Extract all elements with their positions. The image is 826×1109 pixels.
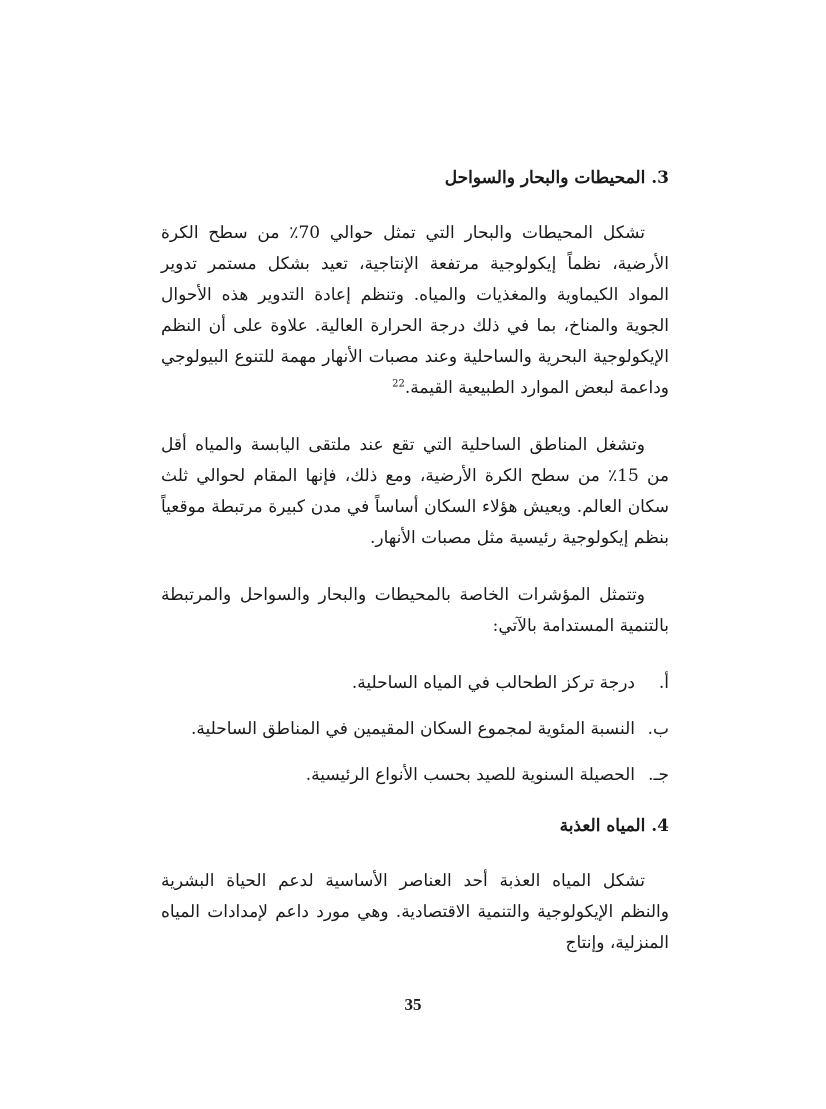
- indicator-marker: جـ.: [648, 765, 669, 785]
- indicator-list: [161, 668, 669, 791]
- indicator-item: [161, 668, 669, 699]
- indicator-marker: أ.: [658, 673, 669, 693]
- indicator-item: [161, 714, 669, 745]
- section-3-paragraph-3: وتتمثل المؤشرات الخاصة بالمحيطات والبحار والسواحل والمرتبطة بالتنمية المستدامة بالآتي:: [161, 585, 669, 636]
- indicator-text: درجة تركز الطحالب في المياه الساحلية.: [351, 673, 635, 693]
- section-4-paragraph-1: تشكل المياه العذبة أحد العناصر الأساسية لدعم الحياة البشرية والنظم الإيكولوجية والتنمية الاقتصادية. وهي مورد داعم لإمدادات المياه المنزلية، وإنتاج: [161, 871, 669, 953]
- section-3-paragraph-2: وتشغل المناطق الساحلية التي تقع عند ملتقى اليابسة والمياه أقل من 15٪ من سطح الكرة الأرضية، ومع ذلك، فإنها المقام لحوالي ثلث سكان العالم. ويعيش هؤلاء السكان أساساً في مدن كبيرة مرتبطة موقعياً بنظم إيكولوجية رئيسية مثل مصبات الأنهار.: [161, 435, 669, 548]
- section-3-paragraph-1-text: تشكل المحيطات والبحار التي تمثل حوالي 70٪ من سطح الكرة الأرضية، نظماً إيكولوجية مرتفعة الإنتاجية، تعيد بشكل مستمر تدوير المواد الكيماوية والمغذيات والمياه. وتنظم إعادة التدوير هذه الأحوال الجوية والمناخ، بما في ذلك درجة الحرارة العالية. علاوة على أن النظم الإيكولوجية البحرية والساحلية وعند مصبات الأنهار مهمة للتنوع البيولوجي وداعمة لبعض الموارد الطبيعية القيمة.: [161, 223, 669, 398]
- section-3-heading: 3. المحيطات والبحار والسواحل: [444, 168, 669, 188]
- footnote-reference: 22: [392, 378, 405, 390]
- page-content: [161, 163, 669, 985]
- page-number: 35: [404, 995, 422, 1014]
- indicator-marker: ب.: [647, 719, 669, 739]
- indicator-text: النسبة المئوية لمجموع السكان المقيمين في المناطق الساحلية.: [190, 719, 635, 739]
- indicator-text: الحصيلة السنوية للصيد بحسب الأنواع الرئيسية.: [305, 765, 635, 785]
- section-3-paragraph-1: [161, 218, 669, 404]
- indicator-item: [161, 760, 669, 791]
- section-4-heading: 4. المياه العذبة: [559, 816, 669, 836]
